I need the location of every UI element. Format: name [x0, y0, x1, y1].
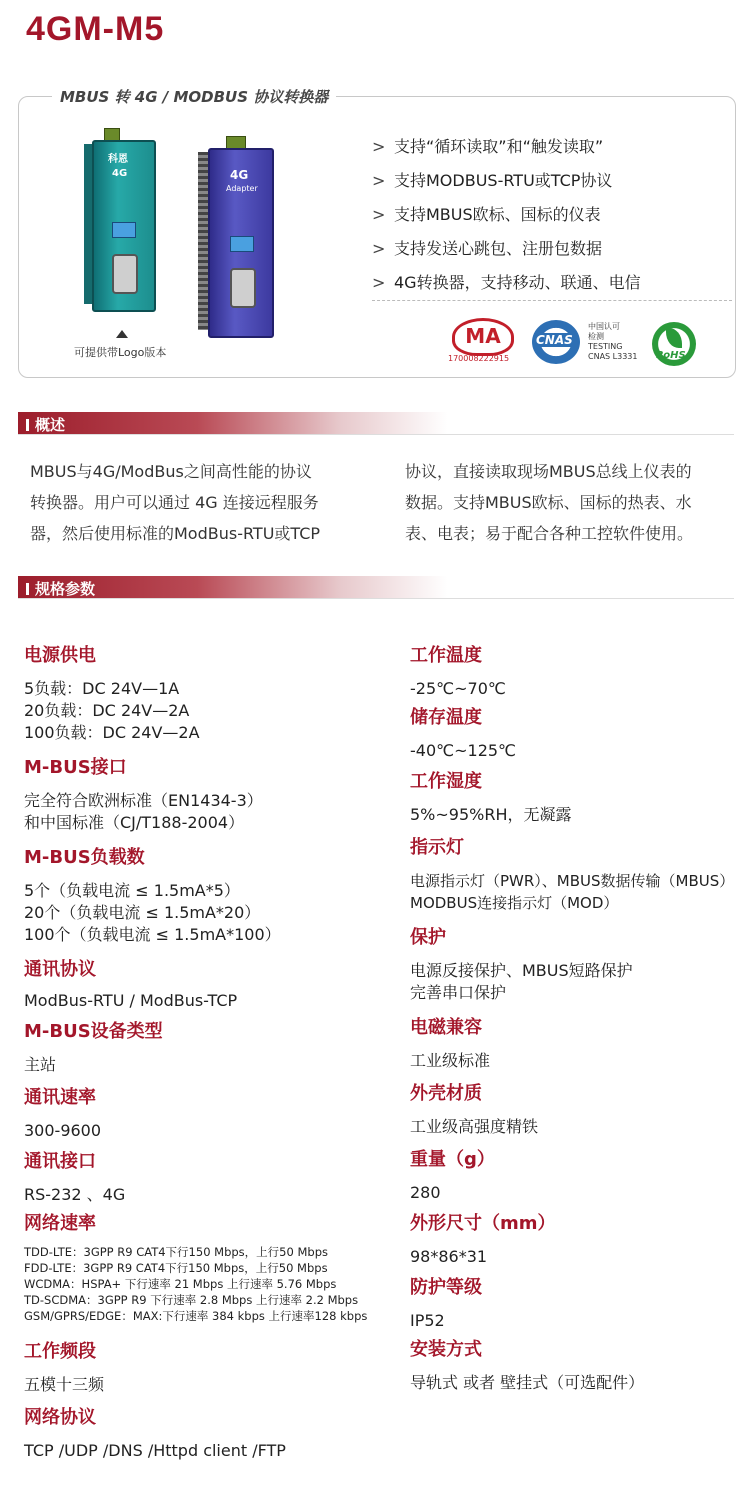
spec-work-temp: [410, 644, 506, 700]
spec-heading: 工作温度: [410, 645, 482, 666]
rohs-mark: RoHS: [656, 350, 686, 361]
spec-frequency-band: [24, 1340, 104, 1396]
cnas-line: 检测: [588, 332, 604, 341]
section-title: 概述: [26, 414, 65, 435]
spec-heading: 网络速率: [24, 1213, 96, 1234]
spec-baud-rate: [24, 1086, 101, 1142]
feature-item: [372, 134, 641, 168]
spec-heading: 指示灯: [410, 837, 464, 858]
feature-list: [372, 134, 641, 304]
spec-mbus-load: [24, 846, 281, 946]
spec-heading: 电源供电: [24, 645, 96, 666]
serial-port: [230, 268, 256, 308]
feature-text: 4G转换器，支持移动、联通、电信: [394, 273, 641, 292]
spec-comm-interface: [24, 1150, 125, 1206]
section-title: 规格参数: [26, 578, 95, 599]
divider: [372, 300, 732, 301]
spec-heading: 安装方式: [410, 1339, 482, 1360]
logo-version-note: 可提供带Logo版本: [74, 346, 167, 359]
spec-heading: 外壳材质: [410, 1083, 482, 1104]
spec-heading: 工作频段: [24, 1341, 96, 1362]
rohs-cert-logo: [652, 322, 696, 366]
spec-protection: [410, 926, 633, 1004]
cma-number: 170008222915: [448, 354, 510, 363]
feature-text: 支持MBUS欧标、国标的仪表: [394, 205, 601, 224]
chevron-right-icon: >: [372, 273, 386, 292]
spec-power: [24, 644, 200, 744]
cnas-line: 中国认可: [588, 322, 620, 331]
dip-switch: [230, 236, 254, 252]
spec-value: -25℃~70℃: [410, 679, 506, 698]
spec-heading: 网络协议: [24, 1407, 96, 1428]
spec-housing: [410, 1082, 538, 1138]
overview-line: 转换器。用户可以通过 4G 连接远程服务: [30, 493, 319, 512]
spec-device-type: [24, 1020, 163, 1076]
feature-item: [372, 236, 641, 270]
spec-value: 主站: [24, 1055, 57, 1074]
spec-value: -40℃~125℃: [410, 741, 517, 760]
device-image-teal: [92, 140, 156, 312]
chevron-right-icon: >: [372, 171, 386, 190]
spec-value: RS-232 、4G: [24, 1185, 126, 1204]
up-arrow-icon: [116, 330, 128, 338]
spec-value: WCDMA：HSPA+ 下行速率 21 Mbps 上行速率 5.76 Mbps: [24, 1277, 337, 1291]
spec-heading: 电磁兼容: [410, 1017, 482, 1038]
spec-value: 完全符合欧洲标准（EN1434-3）: [24, 791, 263, 810]
spec-heading: M-BUS设备类型: [24, 1021, 163, 1042]
spec-heading: 通讯速率: [24, 1087, 96, 1108]
spec-value: 5负载：DC 24V—1A: [24, 679, 180, 698]
spec-value: 300-9600: [24, 1121, 102, 1140]
spec-value: 工业级标准: [410, 1051, 491, 1070]
spec-value: 和中国标准（CJ/T188-2004）: [24, 813, 245, 832]
spec-storage-temp: [410, 706, 516, 762]
feature-item: [372, 168, 641, 202]
cma-mark: MA: [452, 318, 514, 356]
spec-mbus-interface: [24, 756, 263, 834]
section-header-specs: [18, 576, 734, 598]
overview-line: 表、电表；易于配合各种工控软件使用。: [405, 524, 694, 543]
overview-right: [405, 456, 693, 549]
spec-value: 导轨式 或者 壁挂式（可选配件）: [410, 1373, 645, 1392]
device-model-label: 4G: [230, 168, 249, 182]
overview-left: [30, 456, 320, 549]
spec-dimensions: [410, 1212, 556, 1268]
spec-value: 完善串口保护: [410, 983, 507, 1002]
spec-value: IP52: [410, 1311, 445, 1330]
chevron-right-icon: >: [372, 137, 386, 156]
cnas-line: TESTING: [588, 342, 623, 351]
spec-value: TCP /UDP /DNS /Httpd client /FTP: [24, 1441, 286, 1460]
feature-text: 支持发送心跳包、注册包数据: [394, 239, 603, 258]
cma-cert-logo: [448, 318, 512, 366]
spec-heading: 储存温度: [410, 707, 482, 728]
section-header-overview: [18, 412, 734, 434]
section-header-line: [18, 434, 734, 435]
spec-protocol: [24, 958, 237, 1012]
spec-value: TD-SCDMA：3GPP R9 下行速率 2.8 Mbps 上行速率 2.2 Mbps: [24, 1293, 359, 1307]
spec-heading: 通讯协议: [24, 959, 96, 980]
spec-value: TDD-LTE：3GPP R9 CAT4下行150 Mbps，上行50 Mbps: [24, 1245, 328, 1259]
spec-heading: M-BUS负载数: [24, 847, 145, 868]
spec-value: 5个（负载电流 ≤ 1.5mA*5）: [24, 881, 240, 900]
device-brand-label: 科恩: [108, 154, 128, 165]
spec-ip-rating: [410, 1276, 482, 1332]
spec-value: 电源指示灯（PWR）、MBUS数据传输（MBUS）: [410, 872, 735, 890]
spec-value: 20个（负载电流 ≤ 1.5mA*20）: [24, 903, 261, 922]
spec-value: 280: [410, 1183, 441, 1202]
spec-heading: 外形尺寸（mm）: [410, 1213, 556, 1234]
spec-value: GSM/GPRS/EDGE：MAX:下行速率 384 kbps 上行速率128 kbps: [24, 1309, 368, 1323]
spec-value: 电源反接保护、MBUS短路保护: [410, 961, 633, 980]
overview-line: 协议，直接读取现场MBUS总线上仪表的: [405, 462, 692, 481]
spec-value: 100个（负载电流 ≤ 1.5mA*100）: [24, 925, 281, 944]
spec-value: 20负载：DC 24V—2A: [24, 701, 190, 720]
spec-heading: 保护: [410, 927, 446, 948]
spec-value: 5%~95%RH，无凝露: [410, 805, 572, 824]
serial-port: [112, 254, 138, 294]
page-title: 4GM-M5: [26, 10, 165, 48]
spec-heading: M-BUS接口: [24, 757, 127, 778]
device-image-blue: [208, 148, 274, 338]
feature-text: 支持MODBUS-RTU或TCP协议: [394, 171, 613, 190]
overview-line: 数据。支持MBUS欧标、国标的热表、水: [405, 493, 692, 512]
overview-line: 器，然后使用标准的ModBus-RTU或TCP: [30, 524, 321, 543]
spec-heading: 通讯接口: [24, 1151, 96, 1172]
section-header-bg: [18, 412, 734, 434]
spec-value: 工业级高强度精铁: [410, 1117, 539, 1136]
spec-heading: 重量（g）: [410, 1149, 495, 1170]
cnas-mark: CNAS: [536, 333, 573, 347]
feature-item: [372, 270, 641, 304]
section-header-bg: [18, 576, 734, 598]
cnas-cert-logo: [532, 318, 640, 368]
device-sub-label: Adapter: [226, 184, 258, 193]
spec-heading: 防护等级: [410, 1277, 482, 1298]
cnas-line: CNAS L3331: [588, 352, 638, 361]
dip-switch: [112, 222, 136, 238]
feature-item: [372, 202, 641, 236]
device-model-label: 4G: [112, 168, 128, 179]
spec-value: ModBus-RTU / ModBus-TCP: [24, 991, 238, 1010]
section-header-line: [18, 598, 734, 599]
spec-heading: 工作湿度: [410, 771, 482, 792]
spec-network-protocol: [24, 1406, 286, 1462]
spec-value: 五模十三频: [24, 1375, 105, 1394]
spec-value: FDD-LTE：3GPP R9 CAT4下行150 Mbps，上行50 Mbps: [24, 1261, 328, 1275]
spec-mounting: [410, 1338, 644, 1394]
leaf-icon: [666, 328, 682, 348]
spec-indicators: [410, 836, 734, 914]
chevron-right-icon: >: [372, 239, 386, 258]
overview-line: MBUS与4G/ModBus之间高性能的协议: [30, 462, 312, 481]
spec-emc: [410, 1016, 490, 1072]
spec-humidity: [410, 770, 572, 826]
spec-network-speed: [24, 1212, 367, 1324]
product-subtitle: MBUS 转 4G / MODBUS 协议转换器: [52, 86, 336, 107]
feature-text: 支持“循环读取”和“触发读取”: [394, 137, 604, 156]
spec-weight: [410, 1148, 495, 1204]
chevron-right-icon: >: [372, 205, 386, 224]
spec-value: 98*86*31: [410, 1247, 488, 1266]
spec-value: MODBUS连接指示灯（MOD）: [410, 894, 619, 912]
spec-value: 100负载：DC 24V—2A: [24, 723, 200, 742]
